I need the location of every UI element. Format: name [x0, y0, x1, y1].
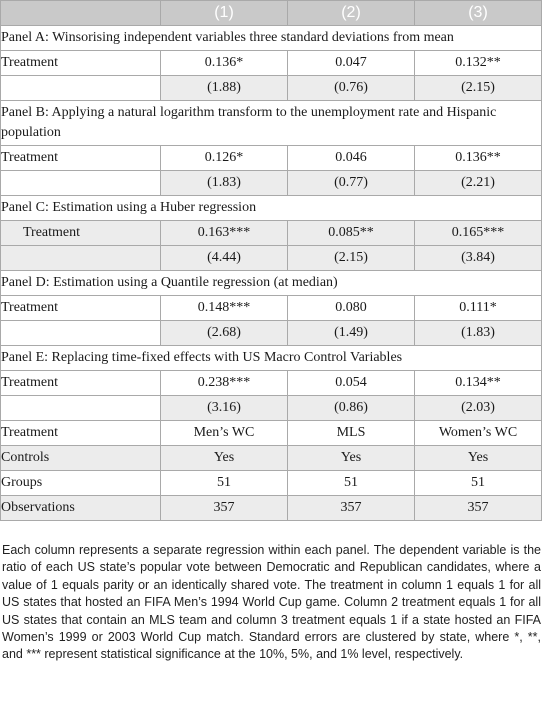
- panel-a-coef-1: 0.136*: [161, 51, 288, 76]
- footer-groups-1: 51: [161, 471, 288, 496]
- panel-c-coef-3: 0.165***: [415, 221, 542, 246]
- panel-b-tstat-3: (2.21): [415, 171, 542, 196]
- panel-e-tstat-blank: [1, 396, 161, 421]
- panel-b-tstat-blank: [1, 171, 161, 196]
- panel-c-tstat-blank: [1, 246, 161, 271]
- footer-treatment-row: [1, 421, 542, 446]
- panel-b-tstat-2: (0.77): [288, 171, 415, 196]
- panel-d-coef-row: [1, 296, 542, 321]
- footer-observations-label: Observations: [1, 496, 161, 521]
- panel-a-tstat-3: (2.15): [415, 76, 542, 101]
- panel-c-row-label: Treatment: [1, 221, 161, 246]
- panel-d-coef-3: 0.111*: [415, 296, 542, 321]
- panel-d-tstat-blank: [1, 321, 161, 346]
- panel-a-tstat-blank: [1, 76, 161, 101]
- header-blank-cell: [1, 1, 161, 26]
- footer-groups-2: 51: [288, 471, 415, 496]
- panel-e-title: Panel E: Replacing time-fixed effects with US Macro Control Variables: [1, 346, 542, 371]
- panel-c-tstat-1: (4.44): [161, 246, 288, 271]
- panel-d-tstat-2: (1.49): [288, 321, 415, 346]
- footer-controls-2: Yes: [288, 446, 415, 471]
- panel-e-tstat-1: (3.16): [161, 396, 288, 421]
- panel-b-title: Panel B: Applying a natural logarithm transform to the unemployment rate and Hispanic population: [1, 101, 542, 146]
- panel-c-coef-row: [1, 221, 542, 246]
- panel-c-tstat-2: (2.15): [288, 246, 415, 271]
- panel-c-coef-2: 0.085**: [288, 221, 415, 246]
- panel-a-row-label: Treatment: [1, 51, 161, 76]
- footer-observations-1: 357: [161, 496, 288, 521]
- panel-b-title-row: [1, 101, 542, 146]
- panel-e-tstat-3: (2.03): [415, 396, 542, 421]
- table-footnote: Each column represents a separate regression within each panel. The dependent variable is the ratio of each US state’s popular vote between Democratic and Republican candidates, where a value of 1 equals parity or an identically shared vote. The treatment in column 1 equals 1 for all US states that hosted an FIFA Men’s 1994 World Cup game. Column 2 treatment equals 1 for all US states that contain an MLS team and column 3 treatment equals 1 if a state hosted an FIFA Women’s 1999 or 2003 World Cup match. Standard errors are clustered by state, where *, **, and *** represent statistical significance at the 10%, 5%, and 1% level, respectively.: [2, 543, 541, 662]
- panel-e-title-row: [1, 346, 542, 371]
- panel-e-tstat-2: (0.86): [288, 396, 415, 421]
- footer-controls-1: Yes: [161, 446, 288, 471]
- panel-e-coef-3: 0.134**: [415, 371, 542, 396]
- panel-b-tstat-row: [1, 171, 542, 196]
- panel-a-tstat-row: [1, 76, 542, 101]
- panel-a-coef-row: [1, 51, 542, 76]
- panel-a-title: Panel A: Winsorising independent variables three standard deviations from mean: [1, 26, 542, 51]
- panel-c-tstat-3: (3.84): [415, 246, 542, 271]
- footer-groups-3: 51: [415, 471, 542, 496]
- footer-groups-label: Groups: [1, 471, 161, 496]
- panel-a-coef-3: 0.132**: [415, 51, 542, 76]
- panel-e-tstat-row: [1, 396, 542, 421]
- panel-e-coef-2: 0.054: [288, 371, 415, 396]
- panel-b-coef-3: 0.136**: [415, 146, 542, 171]
- panel-c-title-row: [1, 196, 542, 221]
- panel-e-coef-1: 0.238***: [161, 371, 288, 396]
- header-col-2: (2): [288, 1, 415, 26]
- panel-b-coef-1: 0.126*: [161, 146, 288, 171]
- footer-treatment-1: Men’s WC: [161, 421, 288, 446]
- footer-observations-row: [1, 496, 542, 521]
- panel-d-coef-1: 0.148***: [161, 296, 288, 321]
- panel-e-row-label: Treatment: [1, 371, 161, 396]
- panel-b-coef-2: 0.046: [288, 146, 415, 171]
- panel-d-tstat-1: (2.68): [161, 321, 288, 346]
- panel-d-tstat-row: [1, 321, 542, 346]
- header-col-3: (3): [415, 1, 542, 26]
- panel-a-tstat-1: (1.88): [161, 76, 288, 101]
- footer-treatment-2: MLS: [288, 421, 415, 446]
- panel-c-tstat-row: [1, 246, 542, 271]
- panel-b-tstat-1: (1.83): [161, 171, 288, 196]
- panel-d-coef-2: 0.080: [288, 296, 415, 321]
- header-row: [1, 1, 542, 26]
- panel-c-coef-1: 0.163***: [161, 221, 288, 246]
- panel-d-tstat-3: (1.83): [415, 321, 542, 346]
- panel-d-title: Panel D: Estimation using a Quantile regression (at median): [1, 271, 542, 296]
- header-col-1: (1): [161, 1, 288, 26]
- panel-b-row-label: Treatment: [1, 146, 161, 171]
- footer-treatment-3: Women’s WC: [415, 421, 542, 446]
- footer-observations-2: 357: [288, 496, 415, 521]
- panel-d-row-label: Treatment: [1, 296, 161, 321]
- panel-b-coef-row: [1, 146, 542, 171]
- panel-c-title: Panel C: Estimation using a Huber regression: [1, 196, 542, 221]
- footer-treatment-label: Treatment: [1, 421, 161, 446]
- panel-a-tstat-2: (0.76): [288, 76, 415, 101]
- footer-groups-row: [1, 471, 542, 496]
- footer-controls-3: Yes: [415, 446, 542, 471]
- footer-controls-row: [1, 446, 542, 471]
- panel-a-title-row: [1, 26, 542, 51]
- footer-controls-label: Controls: [1, 446, 161, 471]
- panel-e-coef-row: [1, 371, 542, 396]
- footer-observations-3: 357: [415, 496, 542, 521]
- panel-a-coef-2: 0.047: [288, 51, 415, 76]
- panel-d-title-row: [1, 271, 542, 296]
